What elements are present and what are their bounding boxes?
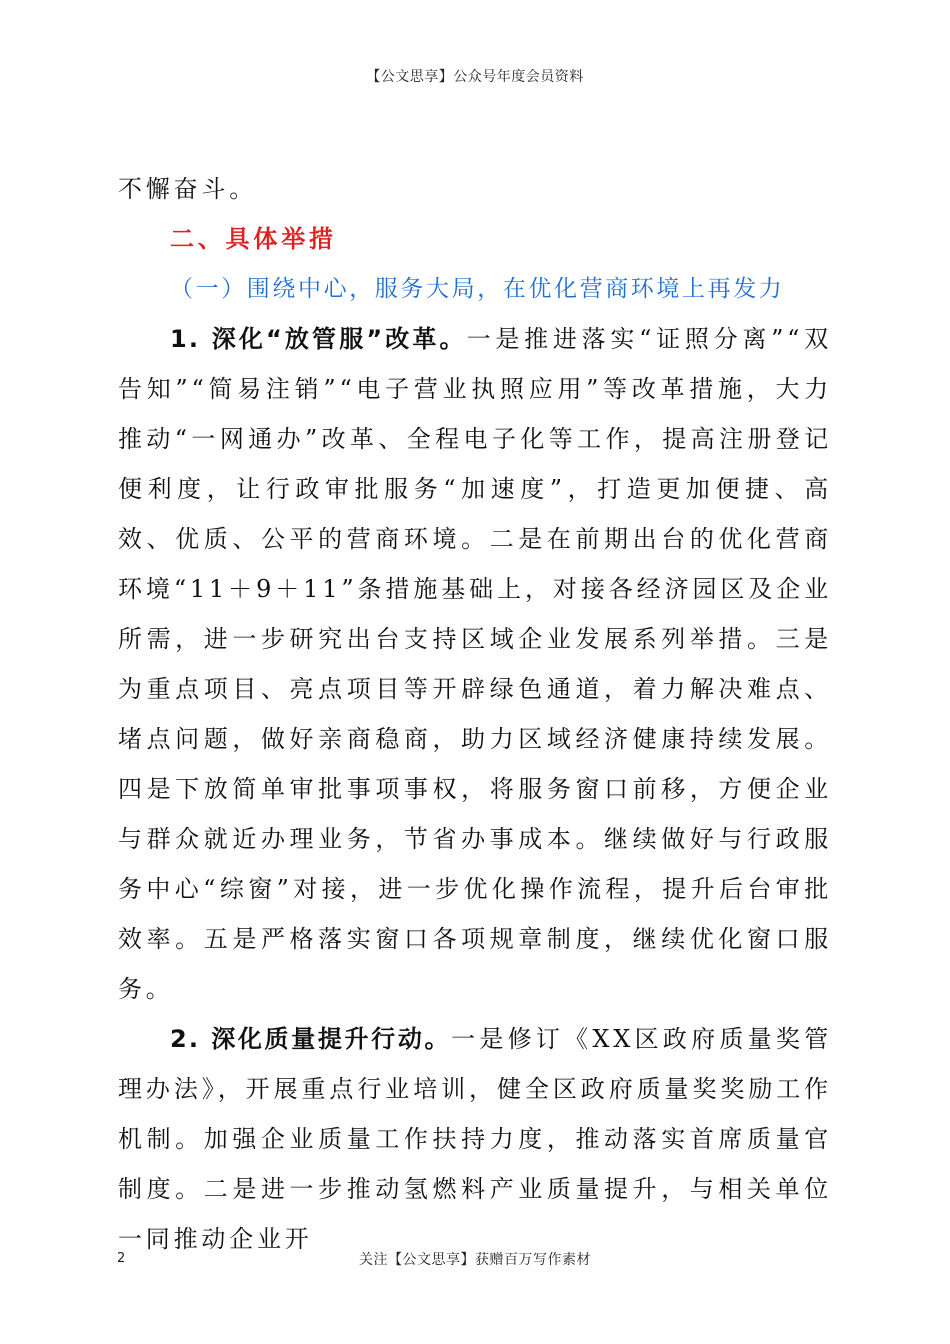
previous-paragraph-tail: 不懈奋斗。 <box>118 175 257 203</box>
page-footer: 关注【公文思享】获赠百万写作素材 <box>359 1252 591 1268</box>
subsection-heading: （一）围绕中心，服务大局，在优化营商环境上再发力 <box>170 276 785 302</box>
paragraph-item-1 <box>118 314 832 1014</box>
page-number: 2 <box>117 1251 126 1266</box>
document-body <box>118 164 832 1264</box>
item-1-lead: 1. 深化“放管服”改革。 <box>170 325 467 353</box>
item-2-lead: 2. 深化质量提升行动。 <box>170 1025 452 1053</box>
section-heading: 二、具体举措 <box>170 225 337 253</box>
page-header: 【公文思享】公众号年度会员资料 <box>366 69 584 85</box>
paragraph-item-2 <box>118 1014 832 1264</box>
item-2-text: 一是修订《XX区政府质量奖管理办法》，开展重点行业培训，健全区政府质量奖奖励工作机制。加强企业质量工作扶持力度，推动落实首席质量官制度。二是进一步推动氢燃料产业质量提升，与相关单位一同推动企业开 <box>118 1025 832 1253</box>
item-1-text: 一是推进落实“证照分离”“双告知”“简易注销”“电子营业执照应用”等改革措施，大力推动“一网通办”改革、全程电子化等工作，提高注册登记便利度，让行政审批服务“加速度”，打造更加便捷、高效、优质、公平的营商环境。二是在前期出台的优化营商环境“11＋9＋11”条措施基础上，对接各经济园区及企业所需，进一步研究出台支持区域企业发展系列举措。三是为重点项目、亮点项目等开辟绿色通道，着力解决难点、堵点问题，做好亲商稳商，助力区域经济健康持续发展。四是下放简单审批事项事权，将服务窗口前移，方便企业与群众就近办理业务，节省办事成本。继续做好与行政服务中心“综窗”对接，进一步优化操作流程，提升后台审批效率。五是严格落实窗口各项规章制度，继续优化窗口服务。 <box>118 325 832 1003</box>
